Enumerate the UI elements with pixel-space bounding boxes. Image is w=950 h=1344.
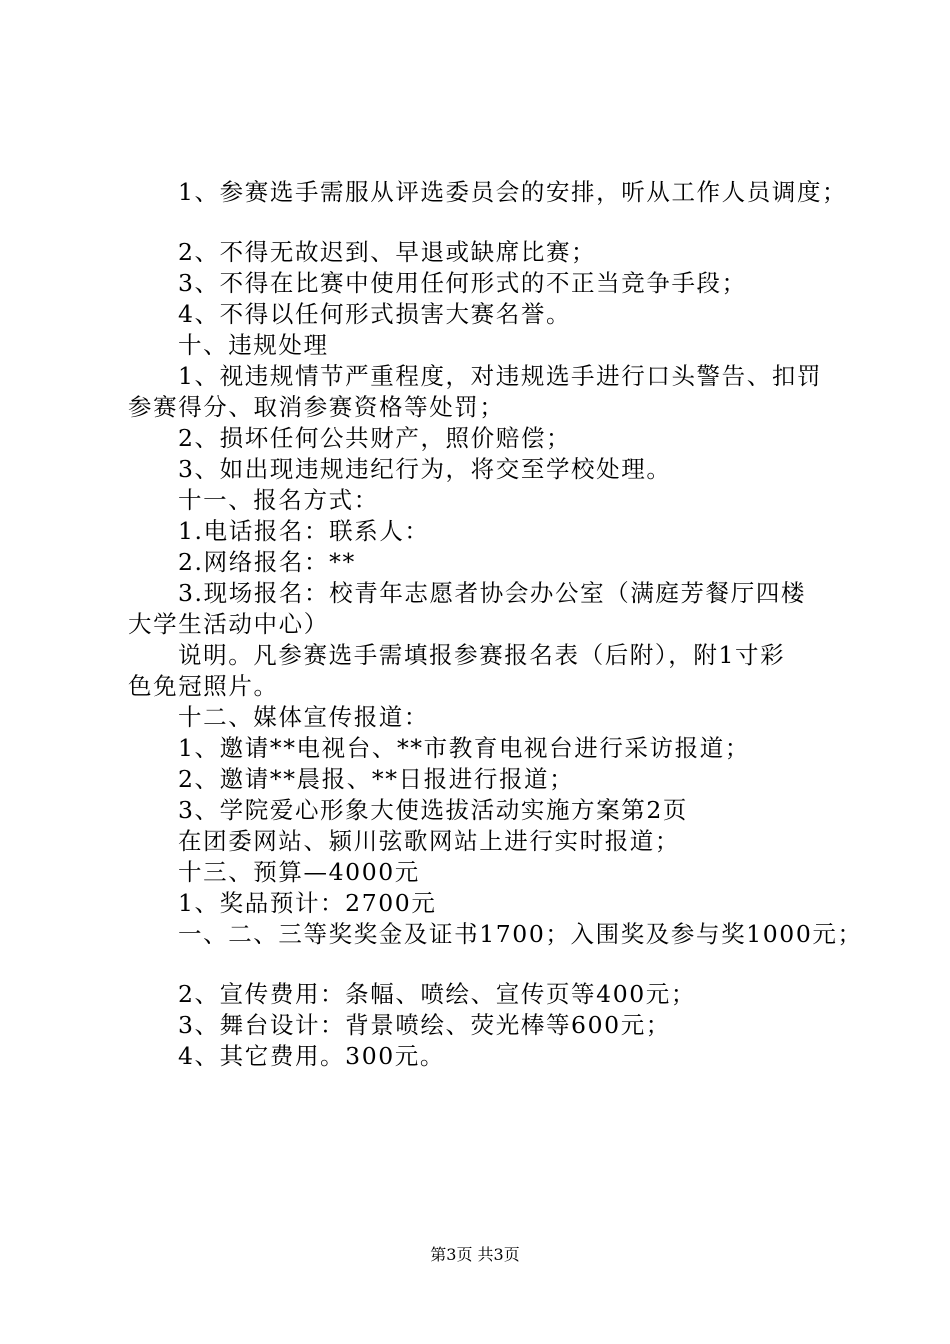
paragraph-line: 色免冠照片。 <box>128 672 279 700</box>
paragraph-line: 在团委网站、颍川弦歌网站上进行实时报道； <box>178 827 680 855</box>
paragraph-line: 2、邀请**晨报、**日报进行报道； <box>178 765 575 793</box>
paragraph-line: 1、邀请**电视台、**市教育电视台进行采访报道； <box>178 734 750 762</box>
paragraph-line: 大学生活动中心） <box>128 610 329 638</box>
paragraph-line: 3、不得在比赛中使用任何形式的不正当竞争手段； <box>178 269 747 297</box>
paragraph-line: 2、不得无故迟到、早退或缺席比赛； <box>178 238 597 266</box>
paragraph-line: 3.现场报名：校青年志愿者协会办公室（满庭芳餐厅四楼 <box>178 579 807 607</box>
paragraph-line: 3、学院爱心形象大使选拔活动实施方案第2页 <box>178 796 689 824</box>
section-heading: 十、违规处理 <box>178 331 329 359</box>
paragraph-line: 2.网络报名：** <box>178 548 356 576</box>
paragraph-line: 2、宣传费用：条幅、喷绘、宣传页等400元； <box>178 980 697 1008</box>
page-footer: 第3页 共3页 <box>430 1245 520 1264</box>
paragraph-line: 1、参赛选手需服从评选委员会的安排，听从工作人员调度； <box>178 178 848 206</box>
paragraph-line: 1.电话报名：联系人： <box>178 517 430 545</box>
paragraph-line: 说明。凡参赛选手需填报参赛报名表（后附），附1寸彩 <box>178 641 786 669</box>
paragraph-line: 1、奖品预计：2700元 <box>178 889 437 917</box>
paragraph-line: 4、其它费用。300元。 <box>178 1042 446 1070</box>
paragraph-line: 一、二、三等奖奖金及证书1700；入围奖及参与奖1000元； <box>178 920 863 948</box>
paragraph-line: 2、损坏任何公共财产，照价赔偿； <box>178 424 572 452</box>
paragraph-line: 3、舞台设计：背景喷绘、荧光棒等600元； <box>178 1011 671 1039</box>
paragraph-line: 1、视违规情节严重程度，对违规选手进行口头警告、扣罚 <box>178 362 823 390</box>
paragraph-line: 参赛得分、取消参赛资格等处罚； <box>128 393 505 421</box>
section-heading: 十三、预算—4000元 <box>178 858 420 886</box>
paragraph-line: 3、如出现违规违纪行为，将交至学校处理。 <box>178 455 672 483</box>
paragraph-line: 4、不得以任何形式损害大赛名誉。 <box>178 300 572 328</box>
section-heading: 十二、媒体宣传报道： <box>178 703 429 731</box>
section-heading: 十一、报名方式： <box>178 486 379 514</box>
